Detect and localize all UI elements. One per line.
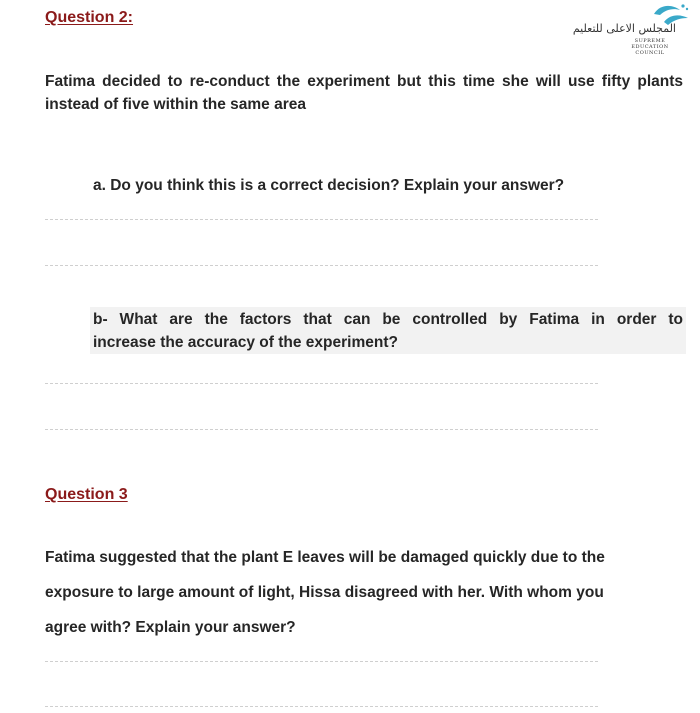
question-2-intro xyxy=(45,70,683,116)
answer-line xyxy=(45,219,598,220)
question-2-title: Question 2: xyxy=(45,9,134,26)
council-english-name xyxy=(620,38,680,56)
question-2-part-b-line1: b- What are the factors that can be controlled by Fatima in order to xyxy=(93,311,683,328)
council-english-line: COUNCIL xyxy=(635,50,665,56)
council-logo xyxy=(572,2,690,66)
council-arabic-name: المجلس الاعلى للتعليم xyxy=(572,22,676,35)
answer-line xyxy=(45,661,598,662)
question-3-title: Question 3 xyxy=(45,486,128,503)
question-2-intro-text: Fatima decided to re-conduct the experiment but this time she will use fifty plants instead of five within the same area xyxy=(45,73,683,113)
question-3-line3: agree with? Explain your answer? xyxy=(45,619,296,636)
answer-line xyxy=(45,706,598,707)
question-3-line1: Fatima suggested that the plant E leaves will be damaged quickly due to the xyxy=(45,549,605,566)
question-2-part-a: a. Do you think this is a correct decision? Explain your answer? xyxy=(93,177,565,194)
council-english-line: SUPREME xyxy=(634,38,666,44)
question-2-part-b-line2: increase the accuracy of the experiment? xyxy=(93,334,398,351)
question-3-line2: exposure to large amount of light, Hissa disagreed with her. With whom you xyxy=(45,584,604,601)
council-english-line: EDUCATION xyxy=(631,44,669,50)
answer-line xyxy=(45,265,598,266)
answer-line xyxy=(45,383,598,384)
answer-line xyxy=(45,429,598,430)
